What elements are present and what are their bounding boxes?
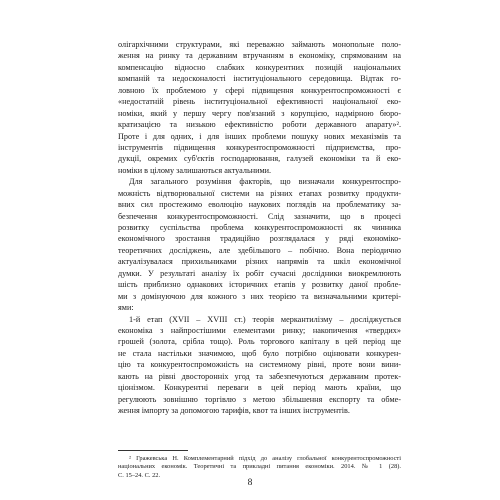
text-line: ми з домінуючою для кожного з них теорією та визначальними критері- [118, 291, 401, 301]
text-line: дукції, окремих суб'єктів господарювання, галузей економіки та й еко- [118, 154, 401, 164]
text-line: економіка з найпростішими елементами ринку; накопичення «твердих» [118, 325, 401, 335]
text-line: теоретичних досліджень, але здебільшого – побічно. Вона періодично [118, 245, 401, 255]
text-line: олігархічними структурами, які переважно займають монопольне поло- [118, 40, 401, 49]
text-line: номіки, який у першу чергу пов'язаний з корупцією, надмірною бюро- [118, 108, 401, 118]
text-line: розвитку суспільства проблема конкурентоспроможності як чинника [118, 223, 401, 232]
text-line: компаній та недосконалості інституціонального середовища. Відтак го- [118, 74, 401, 84]
text-line: Проте і для одних, і для інших проблеми пошуку нових механізмів та [118, 131, 401, 141]
text-line: шість приблизно однакових історичних етапів у розвитку даної пробле- [118, 280, 401, 290]
text-line: ження на ринку та державним втручанням в економіку, спрямованим на [118, 51, 401, 61]
text-line: ями: [118, 303, 134, 313]
text-line: цію та конкурентоспроможність на системному рівні, проте вони вини- [118, 360, 401, 370]
text-line: 1-й етап (XVII – XVIII ст.) теорія меркантилізму – досліджується [129, 314, 401, 324]
footnote [118, 455, 401, 480]
text-line: ціонізмом. Конкурентні переваги в цей період мають країни, що [118, 383, 401, 393]
text-line: інструментів підвищення конкурентоспроможності підприємства, про- [118, 142, 401, 152]
text-line: кратизацією та низькою ефективністю роботи державного апарату»². [118, 120, 401, 130]
body-text [118, 39, 401, 416]
text-line: кають на рівні двосторонніх угод та забезпечуються державним протек- [118, 371, 401, 381]
page-number: 8 [247, 478, 253, 488]
text-line: думки. У результаті аналізу їх робіт сучасні дослідники виокремлюють [118, 268, 401, 278]
footnote-divider [118, 450, 188, 451]
footnote-line: національних економік. Теоретичні та прикладні питання економіки. 2014. № 1 (28). [118, 463, 401, 471]
text-line: компенсацію відносно слабких конкурентних позицій національних [118, 62, 401, 72]
footnote-line: С. 15–24. С. 22. [118, 471, 161, 479]
text-line: грошей (золота, срібла тощо). Роль торгового капіталу в цей період ще [118, 337, 401, 347]
text-line: регулюють зовнішню торгівлю з метою збільшення експорту та обме- [118, 394, 401, 404]
text-line: номіки в цілому залишаються актуальними. [118, 165, 272, 175]
text-line: безпечення конкурентоспроможності. Слід зазначити, що в процесі [118, 211, 401, 221]
footnote-line: ² Гражевська Н. Комплементарний підхід до аналізу глобальної конкурентоспроможності [129, 455, 401, 462]
text-line: «недостатній рівень інституціональної ефективності національної еко- [118, 97, 401, 107]
text-line: Для загального розуміння факторів, що визначали конкурентоспро- [129, 177, 401, 187]
text-line: ловною їх проблемою у сфері підвищення конкурентоспроможності є [118, 85, 401, 95]
text-line: ження імпорту за допомогою тарифів, квот та інших інструментів. [118, 406, 350, 415]
text-line: актуалізувалася прихильниками різних напрямів та шкіл економічної [118, 257, 401, 267]
text-line: вних сил простежимо еволюцію наукових поглядів на проблематику за- [118, 200, 401, 210]
text-line: не стала настільки значимою, щоб було потрібно оцінювати конкурен- [118, 348, 401, 358]
text-line: можність відтворювальної системи на різних етапах розвитку продукти- [118, 188, 401, 198]
text-line: економічного зростання традиційно розглядалася у ряді економіко- [118, 234, 401, 244]
